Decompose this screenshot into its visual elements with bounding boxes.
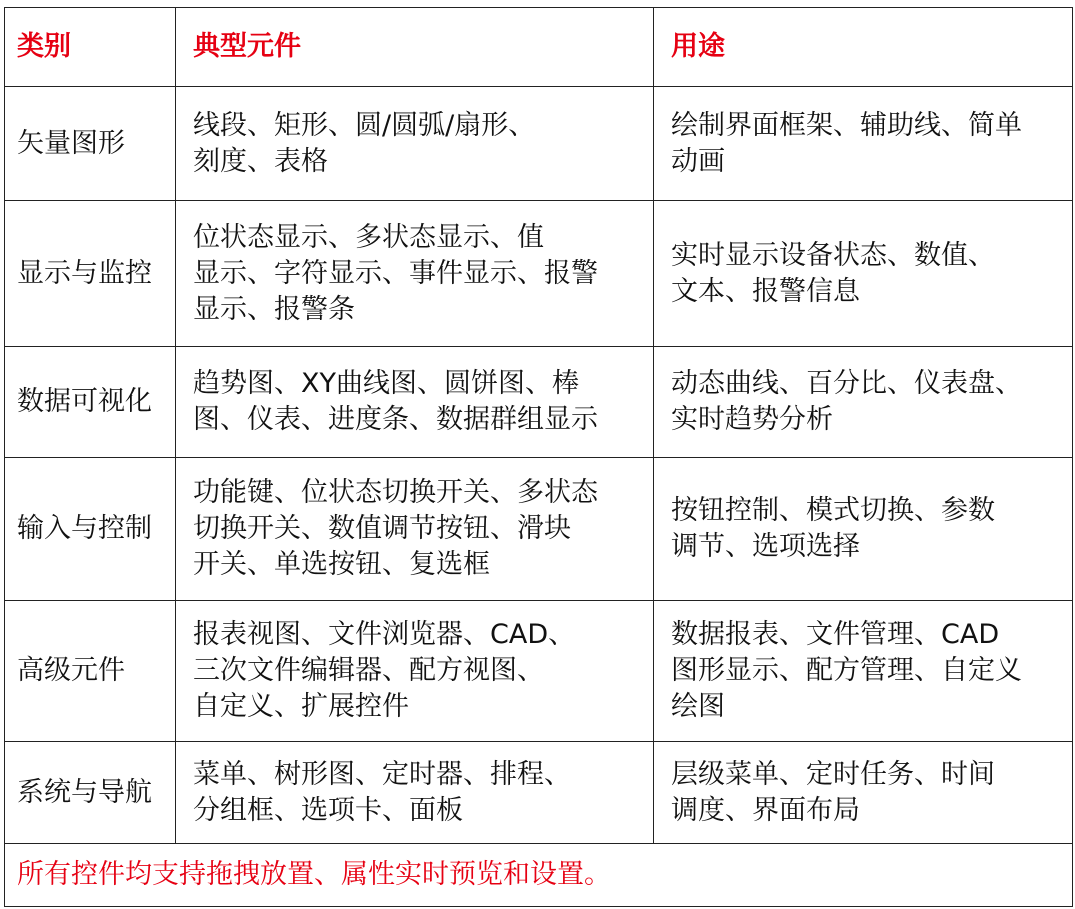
category-cell: 矢量图形 bbox=[5, 87, 176, 201]
component-table-sheet bbox=[4, 7, 1072, 902]
component-table bbox=[4, 7, 1073, 907]
usage-cell: 绘制界面框架、辅助线、简单 动画 bbox=[654, 87, 1073, 201]
category-cell: 高级元件 bbox=[5, 601, 176, 742]
table-row bbox=[5, 742, 1073, 844]
table-row bbox=[5, 458, 1073, 601]
table-row bbox=[5, 347, 1073, 458]
usage-cell: 实时显示设备状态、数值、 文本、报警信息 bbox=[654, 201, 1073, 347]
footer-note: 所有控件均支持拖拽放置、属性实时预览和设置。 bbox=[5, 844, 1073, 907]
footer-row bbox=[5, 844, 1073, 907]
items-cell: 功能键、位状态切换开关、多状态 切换开关、数值调节按钮、滑块 开关、单选按钮、复选框 bbox=[176, 458, 654, 601]
usage-cell: 动态曲线、百分比、仪表盘、 实时趋势分析 bbox=[654, 347, 1073, 458]
items-cell: 报表视图、文件浏览器、CAD、 三次文件编辑器、配方视图、 自定义、扩展控件 bbox=[176, 601, 654, 742]
header-usage: 用途 bbox=[654, 8, 1073, 87]
header-category: 类别 bbox=[5, 8, 176, 87]
items-cell: 趋势图、XY曲线图、圆饼图、棒 图、仪表、进度条、数据群组显示 bbox=[176, 347, 654, 458]
items-cell: 菜单、树形图、定时器、排程、 分组框、选项卡、面板 bbox=[176, 742, 654, 844]
category-cell: 数据可视化 bbox=[5, 347, 176, 458]
header-items: 典型元件 bbox=[176, 8, 654, 87]
table-row bbox=[5, 87, 1073, 201]
category-cell: 系统与导航 bbox=[5, 742, 176, 844]
category-cell: 显示与监控 bbox=[5, 201, 176, 347]
table-row bbox=[5, 601, 1073, 742]
usage-cell: 数据报表、文件管理、CAD 图形显示、配方管理、自定义 绘图 bbox=[654, 601, 1073, 742]
items-cell: 位状态显示、多状态显示、值 显示、字符显示、事件显示、报警 显示、报警条 bbox=[176, 201, 654, 347]
header-row bbox=[5, 8, 1073, 87]
usage-cell: 按钮控制、模式切换、参数 调节、选项选择 bbox=[654, 458, 1073, 601]
items-cell: 线段、矩形、圆/圆弧/扇形、 刻度、表格 bbox=[176, 87, 654, 201]
usage-cell: 层级菜单、定时任务、时间 调度、界面布局 bbox=[654, 742, 1073, 844]
category-cell: 输入与控制 bbox=[5, 458, 176, 601]
table-row bbox=[5, 201, 1073, 347]
